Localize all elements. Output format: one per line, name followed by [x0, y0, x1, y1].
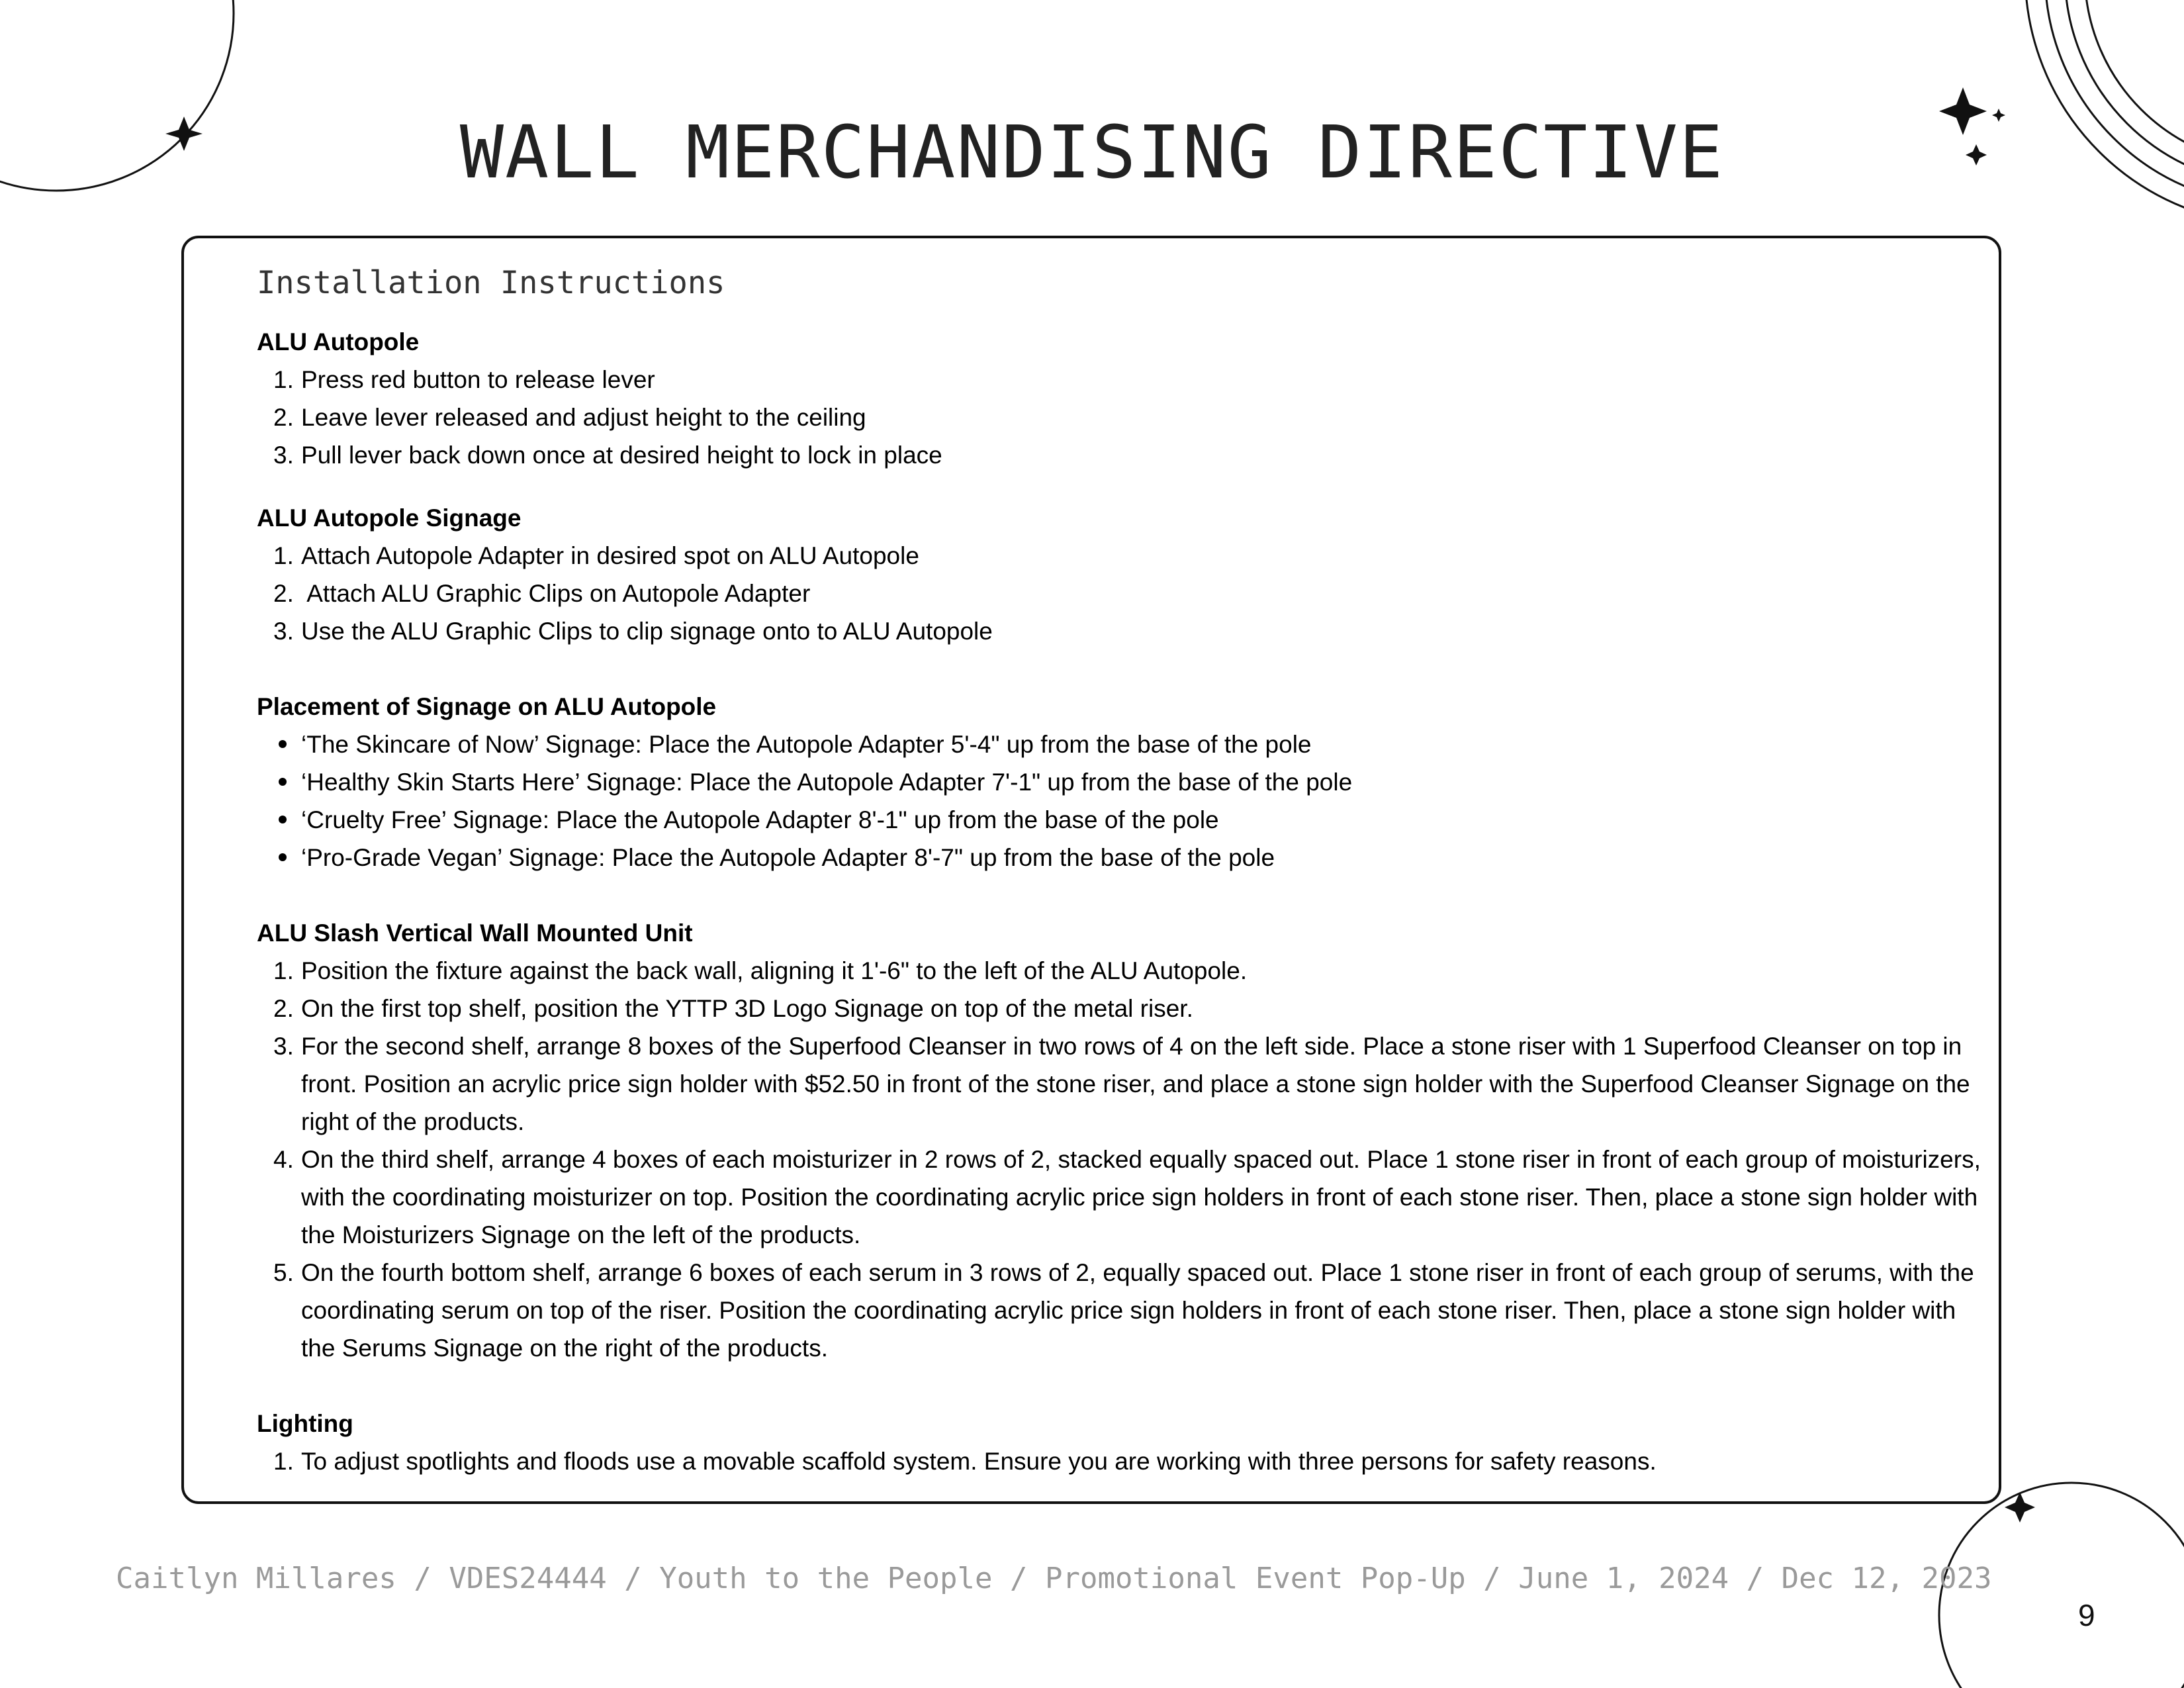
section-heading: ALU Autopole [257, 328, 420, 355]
page-number: 9 [2078, 1598, 2095, 1632]
list-marker: 2. [273, 580, 294, 607]
list-item [257, 1254, 1991, 1367]
bullet-icon [279, 853, 287, 861]
list-item [257, 952, 1991, 990]
list-item [257, 612, 1978, 650]
list-item-text: ‘Healthy Skin Starts Here’ Signage: Place the Autopole Adapter 7'-1" up from the base of the pole [301, 769, 1353, 796]
list-item [257, 839, 1978, 876]
list-item [257, 436, 1978, 474]
list-item-text: On the fourth bottom shelf, arrange 6 boxes of each serum in 3 rows of 2, equally spaced out. Place 1 stone riser in front of each group of serums, with the coordinating serum on top of the riser. Position the coordinating acrylic price sign holders in front of each stone riser. Then, place a stone sign holder with the Serums Signage on the right of the products. [301, 1259, 1974, 1362]
list-marker: 2. [273, 995, 294, 1022]
list-item-text: Position the fixture against the back wall, aligning it 1'-6" to the left of the ALU Autopole. [301, 957, 1248, 984]
bullet-list [257, 726, 1978, 876]
bullet-icon [279, 778, 287, 786]
list-marker: 1. [273, 957, 294, 984]
list-item [257, 361, 1978, 399]
section-heading: ALU Autopole Signage [257, 504, 522, 532]
list-marker: 1. [273, 542, 294, 569]
ordered-list [257, 361, 1978, 474]
section-heading: ALU Slash Vertical Wall Mounted Unit [257, 919, 693, 947]
page-title: WALL MERCHANDISING DIRECTIVE [459, 110, 1725, 195]
list-item-text: ‘The Skincare of Now’ Signage: Place the Autopole Adapter 5'-4" up from the base of the pole [301, 731, 1312, 758]
list-item-text: Use the ALU Graphic Clips to clip signage onto to ALU Autopole [301, 618, 993, 645]
list-item [257, 990, 1991, 1027]
section-heading: Placement of Signage on ALU Autopole [257, 693, 717, 720]
bullet-icon [279, 740, 287, 748]
list-item-text: Pull lever back down once at desired height to lock in place [301, 442, 942, 469]
list-item-text: Attach Autopole Adapter in desired spot on ALU Autopole [301, 542, 919, 569]
footer-meta: Caitlyn Millares / VDES24444 / Youth to the People / Promotional Event Pop-Up / June 1, 2024 / Dec 12, 2023 [116, 1562, 1992, 1595]
list-item-text: On the third shelf, arrange 4 boxes of each moisturizer in 2 rows of 2, stacked equally spaced out. Place 1 stone riser in front of each group of moisturizers, with the coordinating moisturizer on top. Position the coordinating acrylic price sign holders in front of each stone riser. Then, place a stone sign holder with the Moisturizers Signage on the left of the products. [301, 1146, 1981, 1248]
section-alu-autopole [257, 323, 1978, 474]
list-marker: 1. [273, 366, 294, 393]
list-item [257, 1442, 1978, 1480]
list-marker: 3. [273, 1033, 294, 1060]
ordered-list [257, 537, 1978, 650]
list-item-text: To adjust spotlights and floods use a movable scaffold system. Ensure you are working with three persons for safety reasons. [301, 1448, 1657, 1475]
bullet-icon [279, 816, 287, 823]
list-item-text: Leave lever released and adjust height to the ceiling [301, 404, 866, 431]
list-item-text: For the second shelf, arrange 8 boxes of the Superfood Cleanser in two rows of 4 on the left side. Place a stone riser with 1 Superfood Cleanser on top in front. Position an acrylic price sign holder with $52.50 in front of the stone riser, and place a stone sign holder with the Superfood Cleanser Signage on the right of the products. [301, 1033, 1970, 1135]
list-item-text: On the first top shelf, position the YTTP 3D Logo Signage on top of the metal riser. [301, 995, 1193, 1022]
list-item-text: Attach ALU Graphic Clips on Autopole Adapter [301, 580, 811, 607]
list-marker: 1. [273, 1448, 294, 1475]
section-lighting [257, 1405, 1978, 1480]
list-item-text: ‘Pro-Grade Vegan’ Signage: Place the Autopole Adapter 8'-7" up from the base of the pole [301, 844, 1275, 871]
section-heading: Lighting [257, 1410, 353, 1437]
list-item [257, 801, 1978, 839]
ordered-list [257, 1442, 1978, 1480]
list-item [257, 726, 1978, 763]
list-marker: 2. [273, 404, 294, 431]
section-alu-autopole-signage [257, 499, 1978, 650]
list-item [257, 537, 1978, 575]
list-item [257, 399, 1978, 436]
list-marker: 5. [273, 1259, 294, 1286]
list-marker: 3. [273, 442, 294, 469]
list-item-text: Press red button to release lever [301, 366, 655, 393]
section-wall-mounted-unit [257, 914, 1981, 1367]
section-title: Installation Instructions [257, 265, 725, 301]
section-signage-placement [257, 688, 1978, 876]
list-marker: 3. [273, 618, 294, 645]
list-item [257, 575, 1978, 612]
list-item [257, 1141, 1991, 1254]
list-item-text: ‘Cruelty Free’ Signage: Place the Autopole Adapter 8'-1" up from the base of the pole [301, 806, 1219, 833]
instructions-content [257, 263, 1981, 1480]
ordered-list [257, 952, 1991, 1367]
sparkle-icon [2005, 1492, 2035, 1523]
list-marker: 4. [273, 1146, 294, 1173]
list-item [257, 1027, 1991, 1141]
list-item [257, 763, 1978, 801]
